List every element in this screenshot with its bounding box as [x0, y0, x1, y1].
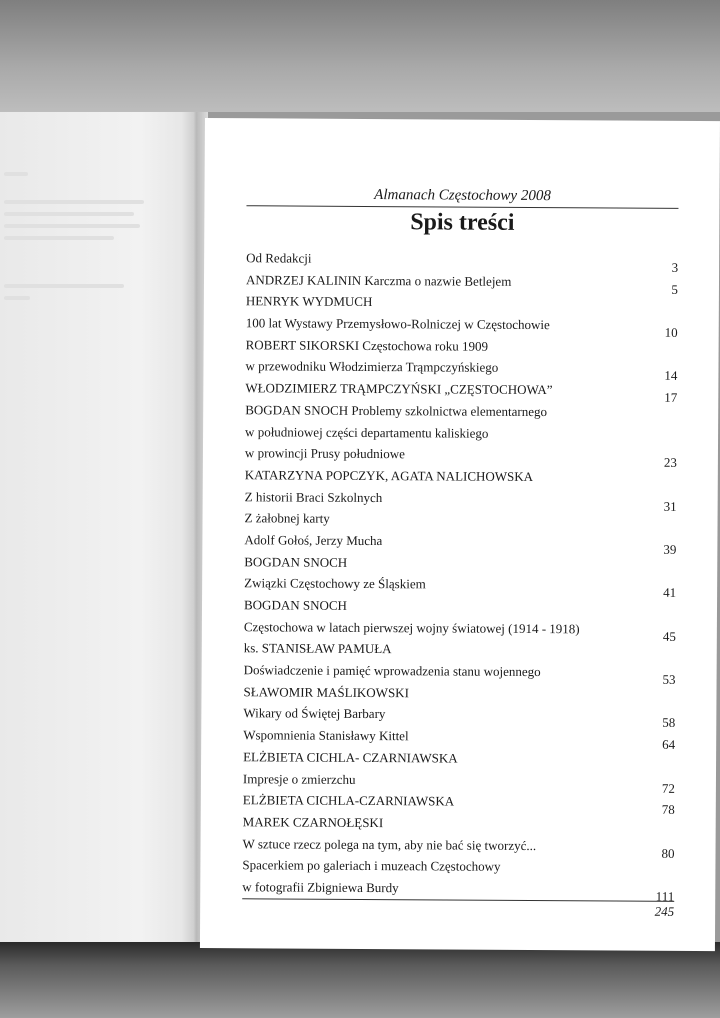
running-header: Almanach Częstochowy 2008 [246, 186, 678, 209]
toc-entry-page: 111 [655, 888, 675, 904]
toc-entry [245, 377, 678, 406]
toc-entry-text: KATARZYNA POPCZYK, AGATA NALICHOWSKA [244, 467, 534, 484]
toc-entry-text: Doświadczenie i pamięć wprowadzenia stanu wojennego [243, 662, 541, 680]
toc-entry-page: 78 [661, 801, 675, 818]
toc-entry-page: 58 [662, 715, 676, 731]
toc-entry [244, 442, 677, 471]
toc-entry [242, 768, 675, 796]
toc-entry [245, 464, 677, 488]
toc-entry [243, 724, 676, 753]
toc-entry-text: ELŻBIETA CICHLA-CZARNIAWSKA [242, 792, 455, 809]
toc-entry-page: 45 [662, 628, 676, 644]
toc-entry-page: 53 [662, 671, 676, 687]
toc-entry [244, 507, 676, 531]
page-title: Spis treści [410, 209, 515, 236]
toc-entry [244, 638, 676, 662]
toc-entry [243, 616, 676, 644]
bleed-through-text [4, 296, 30, 300]
toc-entry-text: Spacerkiem po galeriach i muzeach Częstochowy [242, 857, 501, 875]
toc-entry-text: ks. STANISŁAW PAMUŁA [243, 640, 392, 657]
scan-background-bottom [0, 942, 720, 1018]
toc-entry-text: SŁAWOMIR MAŚLIKOWSKI [243, 683, 409, 701]
toc-entry [245, 421, 677, 445]
toc-entry [246, 247, 679, 275]
toc-entry-page: 23 [663, 454, 677, 471]
toc-entry-page: 41 [663, 585, 677, 601]
toc-entry-text: Wikary od Świętej Barbary [243, 705, 386, 722]
table-of-contents [242, 186, 678, 919]
toc-entry [244, 529, 677, 557]
toc-entry-text: WŁODZIMIERZ TRĄMPCZYŃSKI „CZĘSTOCHOWA” [245, 380, 553, 398]
toc-entry-page: 3 [671, 259, 679, 275]
toc-entry-page: 14 [664, 368, 678, 384]
toc-entry-text: Częstochowa w latach pierwszej wojny światowej (1914 - 1918) [243, 618, 580, 636]
toc-entry-text: ROBERT SIKORSKI Częstochowa roku 1909 [245, 337, 489, 354]
bleed-through-text [4, 284, 124, 288]
scan-background-top [0, 0, 720, 112]
toc-entry-text: w przewodniku Włodzimierza Trąmpczyńskiego [245, 358, 499, 376]
toc-entry-page: 64 [662, 736, 676, 753]
toc-entry-text: Wspomnienia Stanisławy Kittel [243, 727, 409, 744]
toc-entry [245, 399, 677, 423]
bleed-through-text [4, 224, 140, 228]
toc-entry-text: BOGDAN SNOCH [244, 553, 348, 570]
toc-entry-text: w fotografii Zbigniewa Burdy [242, 879, 399, 896]
toc-entry [242, 833, 675, 861]
toc-entry [245, 312, 678, 340]
toc-entry-page: 72 [661, 780, 675, 796]
bleed-through-text [4, 236, 114, 240]
toc-entry-text: Adolf Gołoś, Jerzy Mucha [244, 532, 383, 549]
toc-entry-text: Z historii Braci Szkolnych [244, 488, 383, 505]
toc-entry-text: Z żałobnej karty [244, 510, 330, 527]
toc-entry [243, 746, 675, 770]
toc-entry-text: BOGDAN SNOCH Problemy szkolnictwa elementarnego [245, 402, 548, 419]
toc-entry-page: 39 [663, 541, 677, 557]
toc-entry-text: ELŻBIETA CICHLA- CZARNIAWSKA [243, 749, 458, 766]
toc-entry [243, 703, 676, 731]
toc-entry [246, 291, 678, 315]
toc-entry [243, 811, 675, 835]
toc-entry-page: 17 [664, 389, 678, 406]
toc-list [242, 247, 679, 904]
toc-entry-text: 100 lat Wystawy Przemysłowo-Rolniczej w Częstochowie [245, 315, 550, 333]
toc-entry [245, 269, 679, 297]
page-number: 245 [654, 903, 675, 919]
toc-entry [242, 789, 675, 818]
toc-entry-page: 10 [664, 324, 678, 340]
toc-entry-text: W sztuce rzecz polega na tym, aby nie bać się tworzyć... [242, 835, 537, 853]
toc-entry-page: 80 [661, 845, 675, 861]
toc-entry [245, 356, 678, 384]
toc-entry [244, 594, 676, 618]
toc-entry-text: Impresje o zmierzchu [242, 770, 356, 787]
toc-entry [244, 486, 677, 514]
toc-entry-text: Związki Częstochowy ze Śląskiem [244, 575, 426, 592]
toc-entry-page: 31 [663, 498, 677, 514]
toc-entry [244, 573, 677, 601]
toc-entry-text: w prowincji Prusy południowe [244, 445, 405, 462]
toc-entry-text: ANDRZEJ KALININ Karczma o nazwie Betlejem [245, 271, 512, 289]
toc-entry-text: HENRYK WYDMUCH [245, 293, 373, 310]
toc-entry [243, 681, 675, 705]
toc-entry [244, 551, 676, 575]
bleed-through-text [4, 172, 28, 176]
toc-entry-text: BOGDAN SNOCH [243, 597, 348, 613]
bleed-through-text [4, 200, 144, 204]
toc-entry [243, 659, 676, 687]
toc-entry [242, 876, 675, 904]
toc-entry [246, 334, 678, 358]
toc-entry-text: w południowej części departamentu kaliskiego [245, 423, 489, 441]
toc-entry [242, 854, 674, 878]
toc-entry-page: 5 [671, 281, 679, 297]
toc-entry-text: MAREK CZARNOŁĘSKI [242, 814, 384, 830]
toc-entry-text: Od Redakcji [246, 250, 312, 266]
right-page [200, 118, 720, 951]
bleed-through-text [4, 212, 134, 216]
left-page [0, 112, 200, 942]
